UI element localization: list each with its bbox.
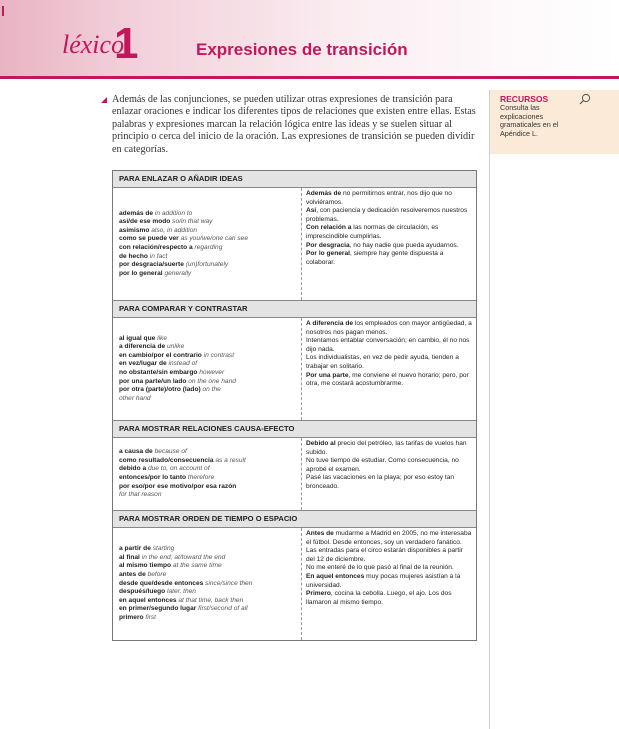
intro-paragraph: Además de las conjunciones, se pueden utilizar otras expresiones de transición para enlazar oraciones e indicar los diferentes tipos de relaciones que existen entre ellas. Estas palabras y expresiones marcan la relación lógica entre las ideas y se suelen situar al principio o cerca del inicio de la oración. Las expresiones de transición se pueden dividir en categorías. [112, 94, 476, 155]
spanish-expression: al igual que [119, 334, 156, 342]
section-body [113, 318, 476, 421]
example-sentence: Así, con paciencia y dedicación resolveremos nuestros problemas. [306, 207, 468, 223]
section-body [113, 528, 476, 640]
example-sentence: Por desgracia, no hay nadie que pueda ayudarnos. [306, 241, 459, 249]
example-sentence: Primero, cocina la cebolla. Luego, el ajo. Los dos llamaron al mismo tiempo. [306, 590, 452, 606]
spanish-expression: asimismo [119, 226, 150, 234]
expression-entry [119, 465, 297, 474]
examples-column [301, 318, 473, 420]
expression-entry [119, 483, 297, 492]
spanish-expression: al mismo tiempo [119, 562, 172, 570]
spanish-expression: de hecho [119, 252, 148, 260]
example-sentence: En aquel entonces muy pocas mujeres asistían a la universidad. [306, 572, 461, 589]
expression-entry [119, 580, 297, 589]
expression-list [119, 545, 297, 622]
english-translation: as a result [213, 456, 246, 464]
spanish-expression: después/luego [119, 588, 166, 596]
section-body [113, 438, 476, 511]
sidebar [489, 90, 619, 729]
expression-entry [119, 448, 297, 457]
section-heading: PARA MOSTRAR RELACIONES CAUSA-EFECTO [113, 421, 476, 438]
examples-column [301, 188, 473, 300]
spanish-expression: al final [119, 553, 140, 561]
example-sentence: Además de no permitirnos entrar, nos dijo que no volviéramos. [306, 190, 452, 206]
spanish-expression: por una parte/un lado [119, 377, 187, 385]
example-sentence: Intentamos entablar conversación; en cambio, él no nos dijo nada. [306, 337, 470, 353]
spanish-expression: por eso/por ese motivo/por esa razón [119, 482, 237, 490]
resources-text: Consulta las explicaciones gramaticales en el Apéndice L. [500, 103, 559, 138]
spanish-expression: por lo general [119, 269, 163, 277]
english-translation: because of [152, 448, 187, 456]
english-translation: therefore [186, 473, 215, 481]
expression-entry [119, 605, 297, 614]
vocabulary-table [112, 170, 477, 641]
expression-entry [119, 343, 297, 352]
english-translation: generally [162, 269, 192, 277]
english-translation: as you/we/one can see [178, 235, 249, 243]
english-translation: in the end; at/toward the end [139, 553, 226, 561]
examples-column [301, 528, 473, 640]
english-translation: on the [200, 386, 221, 394]
expression-entry [119, 491, 297, 500]
english-translation: later, then [165, 588, 196, 596]
english-translation: at that time, back then [176, 596, 244, 604]
english-translation: regarding [192, 243, 223, 251]
resources-box[interactable] [490, 90, 619, 154]
spanish-expression: en aquel entonces [119, 596, 177, 604]
spanish-expression: en cambio/por el contrario [119, 351, 202, 359]
example-sentence: No tuve tiempo de estudiar. Como consecuencia, no aprobé el examen. [306, 457, 459, 473]
english-translation: other hand [119, 394, 151, 402]
english-translation: in fact [147, 252, 168, 260]
expression-list [119, 210, 297, 279]
english-translation: at the same time [171, 562, 222, 570]
expression-entry [119, 235, 297, 244]
spanish-expression: en vez/lugar de [119, 360, 167, 368]
expression-entry [119, 588, 297, 597]
expression-entry [119, 386, 297, 395]
example-sentence: A diferencia de los empleados con mayor antigüedad, a nosotros nos pagan menos. [306, 320, 472, 336]
example-sentence: Pasé las vacaciones en la playa; por eso estoy tan bronceado. [306, 474, 455, 490]
expression-entry [119, 360, 297, 369]
english-translation: first/second of all [196, 605, 248, 613]
expression-entry [119, 369, 297, 378]
resources-title: RECURSOS [500, 94, 549, 104]
example-sentence: Los individualistas, en vez de pedir ayuda, tienden a trabajar en solitario. [306, 354, 459, 370]
expression-list [119, 335, 297, 404]
english-translation: before [145, 571, 167, 579]
example-sentence: No me enteré de lo que pasó al final de la reunión. [306, 564, 454, 572]
section-heading: PARA MOSTRAR ORDEN DE TIEMPO O ESPACIO [113, 511, 476, 528]
spanish-expression: a causa de [119, 448, 153, 456]
section-word: léxico [62, 30, 125, 59]
examples-column [301, 438, 473, 510]
expression-entry [119, 352, 297, 361]
spanish-expression: desde que/desde entonces [119, 579, 204, 587]
english-translation: unlike [165, 343, 185, 351]
spanish-expression: en primer/segundo lugar [119, 605, 197, 613]
english-translation: first [143, 614, 157, 622]
unit-number: 1 [114, 19, 139, 68]
spanish-expression: primero [119, 614, 144, 622]
example-sentence: Por lo general, siempre hay gente dispuesta a colaborar. [306, 250, 444, 266]
magnifier-icon[interactable] [578, 92, 592, 106]
spanish-expression: no obstante/sin embargo [119, 368, 198, 376]
expression-entry [119, 395, 297, 404]
expression-entry [119, 218, 297, 227]
example-sentence: Las entradas para el circo estarán disponibles a partir del 12 de diciembre. [306, 547, 463, 563]
english-translation: since/since then [203, 579, 253, 587]
spanish-expression: además de [119, 209, 154, 217]
expression-entry [119, 253, 297, 262]
expression-entry [119, 614, 297, 623]
spanish-expression: a partir de [119, 545, 151, 553]
spanish-expression: así/de ese modo [119, 218, 171, 226]
example-sentence: Antes de mudarme a Madrid en 2005, no me interesaba el fútbol. Desde entonces, soy un verdadero fanático. [306, 530, 472, 546]
page-title: Expresiones de transición [196, 40, 408, 59]
spanish-expression: entonces/por lo tanto [119, 473, 187, 481]
section-body [113, 188, 476, 301]
example-sentence: Con relación a las normas de circulación, es imprescindible cumplirlas. [306, 224, 439, 240]
example-sentence: Por una parte, me conviene el nuevo horario; pero, por otra, me costará acostumbrarme. [306, 371, 469, 388]
header-rule [0, 76, 619, 79]
expression-entry [119, 554, 297, 563]
english-translation: in addition to [153, 209, 193, 217]
english-translation: on the one hand [186, 377, 236, 385]
spanish-expression: a diferencia de [119, 343, 166, 351]
spanish-expression: con relación/respecto a [119, 243, 193, 251]
expression-entry [119, 545, 297, 554]
spanish-expression: debido a [119, 465, 147, 473]
expression-entry [119, 210, 297, 219]
header-marker [2, 6, 4, 16]
expression-entry [119, 261, 297, 270]
expression-entry [119, 457, 297, 466]
example-sentence: Debido al precio del petróleo, las tarifas de vuelos han subido. [306, 440, 467, 456]
english-translation: due to, on account of [146, 465, 210, 473]
english-translation: so/in that way [170, 218, 213, 226]
expression-entry [119, 244, 297, 253]
expression-entry [119, 474, 297, 483]
english-translation: starting [150, 545, 175, 553]
section-heading: PARA COMPARAR Y CONTRASTAR [113, 301, 476, 318]
english-translation: instead of [166, 360, 198, 368]
english-translation: in contrast [201, 351, 235, 359]
english-translation: (un)fortunately [183, 261, 229, 269]
section-heading: PARA ENLAZAR O AÑADIR IDEAS [113, 171, 476, 188]
expression-entry [119, 270, 297, 279]
expression-entry [119, 571, 297, 580]
expression-entry [119, 378, 297, 387]
expression-entry [119, 335, 297, 344]
expression-entry [119, 562, 297, 571]
spanish-expression: por desgracia/suerte [119, 261, 184, 269]
intro-arrow-icon [101, 97, 107, 103]
expression-list [119, 448, 297, 500]
spanish-expression: antes de [119, 571, 146, 579]
expression-entry [119, 227, 297, 236]
english-translation: also, in addition [149, 226, 198, 234]
spanish-expression: como se puede ver [119, 235, 179, 243]
english-translation: however [197, 368, 225, 376]
expression-entry [119, 597, 297, 606]
english-translation: for that reason [119, 491, 162, 499]
english-translation: like [155, 334, 168, 342]
spanish-expression: por otra (parte)/otro (lado) [119, 386, 201, 394]
spanish-expression: como resultado/consecuencia [119, 456, 214, 464]
